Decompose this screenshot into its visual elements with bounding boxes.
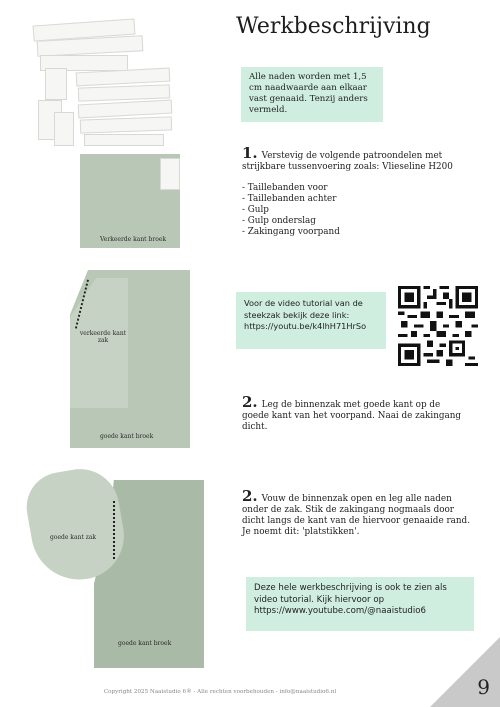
zakingang-interfacing [160, 158, 180, 190]
list-item: - Zakingang voorpand [242, 227, 340, 237]
photo3-pocket-label: goede kant zak [50, 534, 97, 541]
step-2b [242, 487, 474, 538]
video-series-box [246, 577, 474, 631]
photo3-pants-label: goede kant broek [118, 640, 172, 647]
step-1-list [242, 183, 457, 238]
topstitch-line [112, 500, 115, 560]
video-series-text: Deze hele werkbeschrijving is ook te zien als video tutorial. Kijk hiervoor op [254, 583, 447, 605]
video-tutorial-box [236, 292, 386, 349]
qr-code[interactable] [398, 286, 478, 366]
step-1-number: 1. [242, 144, 258, 162]
step-1-text: Verstevig de volgende patroondelen met strijkbare tussenvoering zoals: Vlieseline H200 [242, 151, 453, 172]
channel-link[interactable]: https://www.youtube.com/@naaistudio6 [254, 606, 426, 616]
list-item: - Taillebanden voor [242, 183, 328, 193]
video-link[interactable]: https://youtu.be/k4lhH71HrSo [244, 321, 367, 331]
list-item: - Gulp onderslag [242, 216, 316, 226]
step-2b-number: 2. [242, 487, 258, 505]
list-item: - Taillebanden achter [242, 194, 337, 204]
page-number: 9 [477, 675, 490, 699]
step-2a-text: Leg de binnenzak met goede kant op de goede kant van het voorpand. Naai de zakingang dicht. [242, 400, 462, 432]
photo2-pants-label: goede kant broek [100, 433, 154, 440]
step-2a [242, 393, 467, 433]
step-2b-text: Vouw de binnenzak open en leg alle naden onder de zak. Stik de zakingang nogmaals door dicht langs de kant van de hiervoor genaaide rand. Je noemt dit: 'platstikken'. [242, 494, 470, 537]
intro-text: Alle naden worden met 1,5 cm naadwaarde aan elkaar vast genaaid. Tenzij anders vermeld. [249, 72, 368, 115]
footer-copyright: Copyright 2025 Naaistudio 6® - Alle rechten voorbehouden - info@naaistudio6.nl [103, 689, 337, 695]
photo1-label: Verkeerde kant broek [100, 236, 167, 243]
intro-box [241, 67, 383, 122]
video-text: Voor de video tutorial van de steekzak bekijk deze link: [244, 298, 363, 320]
step-2a-number: 2. [242, 393, 258, 411]
step-1 [242, 144, 457, 238]
photo2-pocket-label: verkeerde kant zak [79, 330, 127, 344]
page-title: Werkbeschrijving [236, 14, 431, 39]
list-item: - Gulp [242, 205, 269, 215]
